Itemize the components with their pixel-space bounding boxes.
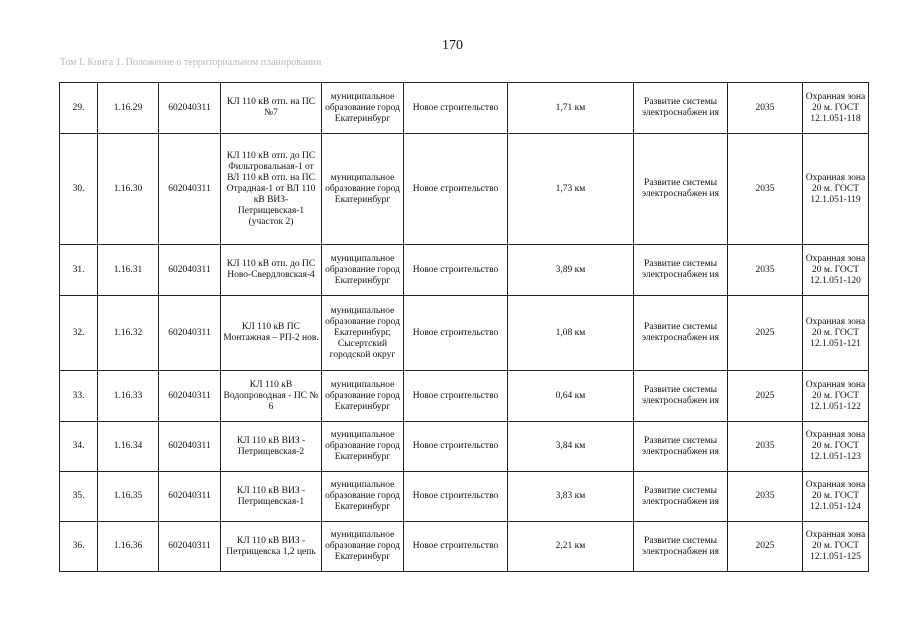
object-code-cell: 1.16.36 bbox=[98, 522, 159, 572]
purpose-cell: Развитие системы электроснабжен ия bbox=[634, 296, 728, 371]
protection-zone-cell: Охранная зона 20 м. ГОСТ 12.1.051-125 bbox=[803, 522, 869, 572]
kind-code-cell: 602040311 bbox=[159, 134, 221, 245]
table-row bbox=[60, 296, 869, 371]
row-number-cell: 34. bbox=[60, 422, 98, 472]
row-number-cell: 31. bbox=[60, 245, 98, 296]
protection-zone-cell: Охранная зона 20 м. ГОСТ 12.1.051-124 bbox=[803, 472, 869, 522]
year-cell: 2025 bbox=[728, 522, 803, 572]
location-cell: муниципальное образование город Екатеринбург bbox=[322, 134, 404, 245]
protection-zone-cell: Охранная зона 20 м. ГОСТ 12.1.051-118 bbox=[803, 83, 869, 134]
year-cell: 2035 bbox=[728, 472, 803, 522]
length-cell: 1,08 км bbox=[508, 296, 634, 371]
object-name-cell: КЛ 110 кВ ВИЗ - Петрищевская-2 bbox=[221, 422, 322, 472]
purpose-cell: Развитие системы электроснабжен ия bbox=[634, 422, 728, 472]
construction-type-cell: Новое строительство bbox=[404, 522, 508, 572]
object-name-cell: КЛ 110 кВ ПС Монтажная – РП-2 нов. bbox=[221, 296, 322, 371]
protection-zone-cell: Охранная зона 20 м. ГОСТ 12.1.051-122 bbox=[803, 371, 869, 422]
object-code-cell: 1.16.34 bbox=[98, 422, 159, 472]
row-number-cell: 30. bbox=[60, 134, 98, 245]
length-cell: 0,64 км bbox=[508, 371, 634, 422]
year-cell: 2035 bbox=[728, 134, 803, 245]
object-name-cell: КЛ 110 кВ ВИЗ - Петрищевска 1,2 цепь bbox=[221, 522, 322, 572]
purpose-cell: Развитие системы электроснабжен ия bbox=[634, 134, 728, 245]
construction-type-cell: Новое строительство bbox=[404, 83, 508, 134]
year-cell: 2035 bbox=[728, 245, 803, 296]
purpose-cell: Развитие системы электроснабжен ия bbox=[634, 245, 728, 296]
year-cell: 2025 bbox=[728, 371, 803, 422]
object-code-cell: 1.16.33 bbox=[98, 371, 159, 422]
year-cell: 2035 bbox=[728, 422, 803, 472]
object-name-cell: КЛ 110 кВ Водопроводная - ПС № 6 bbox=[221, 371, 322, 422]
table-row bbox=[60, 472, 869, 522]
table-row bbox=[60, 245, 869, 296]
purpose-cell: Развитие системы электроснабжен ия bbox=[634, 83, 728, 134]
length-cell: 3,83 км bbox=[508, 472, 634, 522]
kind-code-cell: 602040311 bbox=[159, 522, 221, 572]
protection-zone-cell: Охранная зона 20 м. ГОСТ 12.1.051-120 bbox=[803, 245, 869, 296]
row-number-cell: 32. bbox=[60, 296, 98, 371]
location-cell: муниципальное образование город Екатеринбург bbox=[322, 522, 404, 572]
kind-code-cell: 602040311 bbox=[159, 83, 221, 134]
location-cell: муниципальное образование город Екатеринбург bbox=[322, 371, 404, 422]
kind-code-cell: 602040311 bbox=[159, 371, 221, 422]
length-cell: 1,73 км bbox=[508, 134, 634, 245]
table-row bbox=[60, 371, 869, 422]
construction-type-cell: Новое строительство bbox=[404, 134, 508, 245]
location-cell: муниципальное образование город Екатеринбург bbox=[322, 472, 404, 522]
length-cell: 1,71 км bbox=[508, 83, 634, 134]
length-cell: 2,21 км bbox=[508, 522, 634, 572]
object-code-cell: 1.16.31 bbox=[98, 245, 159, 296]
row-number-cell: 29. bbox=[60, 83, 98, 134]
kind-code-cell: 602040311 bbox=[159, 245, 221, 296]
purpose-cell: Развитие системы электроснабжен ия bbox=[634, 371, 728, 422]
location-cell: муниципальное образование город Екатеринбург bbox=[322, 83, 404, 134]
object-code-cell: 1.16.29 bbox=[98, 83, 159, 134]
construction-type-cell: Новое строительство bbox=[404, 371, 508, 422]
running-header: Том I. Книга 1. Положение о территориальном планировании bbox=[60, 57, 322, 68]
object-code-cell: 1.16.35 bbox=[98, 472, 159, 522]
length-cell: 3,84 км bbox=[508, 422, 634, 472]
row-number-cell: 35. bbox=[60, 472, 98, 522]
table-row bbox=[60, 422, 869, 472]
row-number-cell: 36. bbox=[60, 522, 98, 572]
location-cell: муниципальное образование город Екатеринбург bbox=[322, 422, 404, 472]
object-name-cell: КЛ 110 кВ отп. до ПС Фильтровальная-1 от ВЛ 110 кВ отп. на ПС Отрадная-1 от ВЛ 110 кВ ВИЗ-Петрищевская-1 (участок 2) bbox=[221, 134, 322, 245]
construction-type-cell: Новое строительство bbox=[404, 296, 508, 371]
table-row bbox=[60, 134, 869, 245]
purpose-cell: Развитие системы электроснабжен ия bbox=[634, 522, 728, 572]
year-cell: 2035 bbox=[728, 83, 803, 134]
protection-zone-cell: Охранная зона 20 м. ГОСТ 12.1.051-119 bbox=[803, 134, 869, 245]
location-cell: муниципальное образование город Екатеринбург bbox=[322, 245, 404, 296]
table-body bbox=[60, 83, 869, 572]
location-cell: муниципальное образование город Екатеринбург, Сысертский городской округ bbox=[322, 296, 404, 371]
length-cell: 3,89 км bbox=[508, 245, 634, 296]
construction-type-cell: Новое строительство bbox=[404, 472, 508, 522]
table-row bbox=[60, 83, 869, 134]
object-code-cell: 1.16.30 bbox=[98, 134, 159, 245]
kind-code-cell: 602040311 bbox=[159, 296, 221, 371]
kind-code-cell: 602040311 bbox=[159, 422, 221, 472]
page-number: 170 bbox=[442, 38, 463, 53]
construction-type-cell: Новое строительство bbox=[404, 422, 508, 472]
row-number-cell: 33. bbox=[60, 371, 98, 422]
construction-type-cell: Новое строительство bbox=[404, 245, 508, 296]
object-name-cell: КЛ 110 кВ отп. до ПС Ново-Свердловская-4 bbox=[221, 245, 322, 296]
table-row bbox=[60, 522, 869, 572]
year-cell: 2025 bbox=[728, 296, 803, 371]
object-name-cell: КЛ 110 кВ отп. на ПС №7 bbox=[221, 83, 322, 134]
protection-zone-cell: Охранная зона 20 м. ГОСТ 12.1.051-123 bbox=[803, 422, 869, 472]
kind-code-cell: 602040311 bbox=[159, 472, 221, 522]
object-code-cell: 1.16.32 bbox=[98, 296, 159, 371]
object-name-cell: КЛ 110 кВ ВИЗ - Петрищевская-1 bbox=[221, 472, 322, 522]
objects-table bbox=[59, 82, 869, 572]
purpose-cell: Развитие системы электроснабжен ия bbox=[634, 472, 728, 522]
protection-zone-cell: Охранная зона 20 м. ГОСТ 12.1.051-121 bbox=[803, 296, 869, 371]
